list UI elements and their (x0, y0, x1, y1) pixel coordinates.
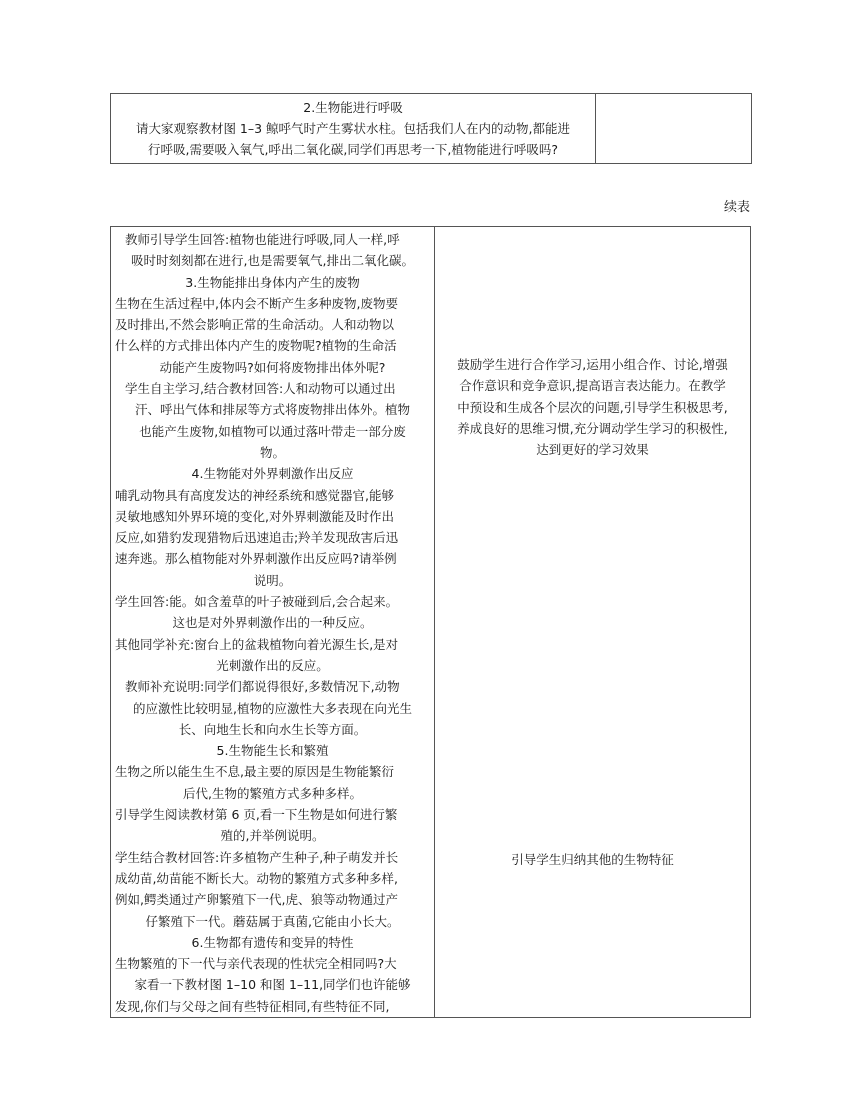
design-intent-cell (435, 227, 751, 1018)
text-line: 生物之所以能生生不息,最主要的原因是生物能繁衍 (115, 764, 394, 780)
text-line: 学生结合教材回答:许多植物产生种子,种子萌发并长 (115, 849, 399, 865)
text-line: 生物繁殖的下一代与亲代表现的性状完全相同吗?大 (115, 956, 397, 972)
section-heading: 5.生物能生长和繁殖 (216, 743, 329, 759)
text-line: 例如,鳄类通过产卵繁殖下一代,虎、狼等动物通过产 (115, 892, 398, 908)
text-line: 速奔逃。那么植物能对外界刺激作出反应吗?请举例 (115, 551, 397, 567)
text-line: 长、向地生长和向水生长等方面。 (178, 721, 367, 737)
design-intent-summary: 引导学生归纳其他的生物特征 (511, 852, 674, 867)
section-heading: 4.生物能对外界刺激作出反应 (191, 466, 354, 482)
teaching-content-cell (111, 227, 435, 1018)
text-line: 引导学生阅读教材第 6 页,看一下生物是如何进行繁 (115, 807, 398, 823)
text-line: 这也是对外界刺激作出的一种反应。 (172, 615, 373, 631)
text-line: 发现,你们与父母之间有些特征相同,有些特征不同, (115, 998, 390, 1014)
section-heading: 3.生物能排出身体内产生的废物 (185, 274, 360, 290)
text-line: 生物在生活过程中,体内会不断产生多种废物,废物要 (115, 295, 398, 311)
text-line: 殖的,并举例说明。 (220, 828, 325, 844)
text-line: 合作意识和竞争意识,提高语言表达能力。在教学 (459, 378, 726, 394)
text-line: 仔繁殖下一代。蘑菇属于真菌,它能由小长大。 (145, 913, 400, 929)
text-line: 学生自主学习,结合教材回答:人和动物可以通过出 (125, 381, 396, 397)
text-line: 光刺激作出的反应。 (216, 657, 329, 673)
top-table-notes-cell (596, 94, 752, 164)
continued-label: 续表 (723, 200, 750, 215)
text-line: 动能产生废物吗?如何将废物排出体外呢? (159, 359, 386, 375)
section-heading: 2.生物能进行呼吸 (303, 100, 403, 115)
section-heading: 6.生物都有遗传和变异的特性 (191, 934, 354, 950)
text-line: 行呼吸,需要吸入氧气,呼出二氧化碳,同学们再思考一下,植物能进行呼吸吗? (147, 142, 559, 157)
top-table (110, 93, 752, 164)
text-line: 养成良好的思维习惯,充分调动学生学习的积极性, (457, 420, 728, 436)
text-line: 后代,生物的繁殖方式多种多样。 (183, 785, 362, 801)
text-line: 什么样的方式排出体内产生的废物呢?植物的生命活 (115, 338, 397, 354)
text-line: 其他同学补充:窗台上的盆栽植物向着光源生长,是对 (115, 636, 399, 652)
text-line: 反应,如猎豹发现猎物后迅速追击;羚羊发现敌害后迅 (115, 530, 399, 546)
text-line: 吸时时刻刻都在进行,也是需要氧气,排出二氧化碳。 (131, 253, 414, 269)
text-line: 说明。 (253, 572, 292, 588)
text-line: 哺乳动物具有高度发达的神经系统和感觉器官,能够 (115, 487, 394, 503)
text-line: 汗、呼出气体和排尿等方式将废物排出体外。植物 (134, 402, 410, 418)
text-line: 鼓励学生进行合作学习,运用小组合作、讨论,增强 (457, 357, 728, 372)
text-line: 家看一下教材图 1–10 和图 1–11,同学们也许能够 (134, 977, 411, 993)
text-line: 学生回答:能。如含羞草的叶子被碰到后,会合起来。 (115, 594, 399, 610)
top-table-content-cell (111, 94, 596, 164)
text-line: 也能产生废物,如植物可以通过落叶带走一部分废 (139, 423, 406, 439)
design-intent-block (435, 354, 750, 460)
main-table (110, 226, 751, 1018)
text-line: 达到更好的学习效果 (536, 442, 649, 458)
text-line: 的应激性比较明显,植物的应激性大多表现在向光生 (133, 700, 412, 716)
text-line: 教师补充说明:同学们都说得很好,多数情况下,动物 (125, 679, 400, 695)
text-line: 请大家观察教材图 1–3 鲸呼气时产生雾状水柱。包括我们人在内的动物,都能进 (135, 121, 571, 136)
text-line: 灵敏地感知外界环境的变化,对外界刺激能及时作出 (115, 508, 394, 524)
text-line: 物。 (259, 444, 285, 460)
text-line: 成幼苗,幼苗能不断长大。动物的繁殖方式多种多样, (115, 870, 398, 886)
text-line: 及时排出,不然会影响正常的生命活动。人和动物以 (115, 317, 394, 333)
text-line: 中预设和生成各个层次的问题,引导学生积极思考, (457, 399, 728, 415)
text-line: 教师引导学生回答:植物也能进行呼吸,同人一样,呼 (125, 232, 400, 247)
